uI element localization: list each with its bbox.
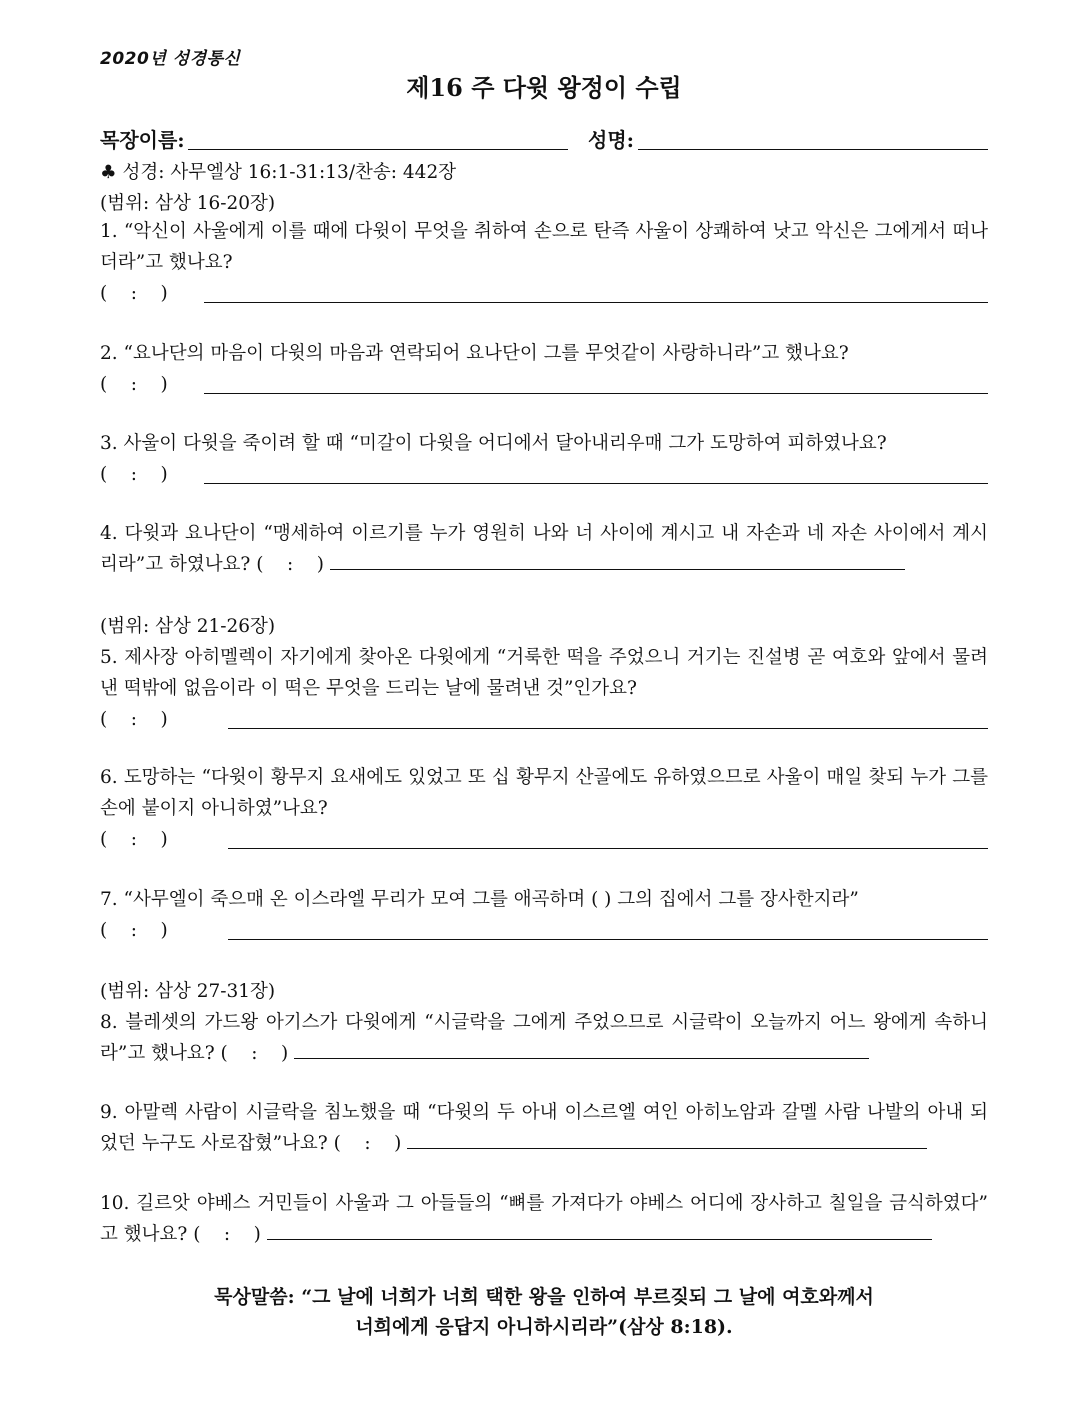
header-note: 2020년 성경통신 [100,49,241,69]
question-3 [100,428,988,490]
meditation-line-2: 너희에게 응답지 아니하시리라”(삼상 8:18). [355,1316,733,1338]
chapter-verse-blank[interactable]: ( : ) [100,829,168,850]
answer-line[interactable] [267,1221,932,1240]
answer-line[interactable] [228,848,988,849]
chapter-verse-blank[interactable]: ( : ) [256,554,324,575]
answer-line[interactable] [204,302,988,303]
question-1 [100,216,988,309]
page-title: 제16 주 다윗 왕정이 수립 [406,73,682,102]
question-text: 1. “악신이 사울에게 이를 때에 다윗이 무엇을 취하여 손으로 탄즉 사울이 상쾌하여 낫고 악신은 그에게서 떠나더라”고 했나요? [100,221,988,273]
question-4 [100,518,988,580]
name-line[interactable] [638,149,988,150]
chapter-verse-blank[interactable]: ( : ) [100,920,168,941]
question-6 [100,762,988,855]
scripture-block [100,157,988,219]
answer-line[interactable] [204,393,988,394]
meditation-verse [0,1282,1088,1342]
chapter-verse-blank[interactable]: ( : ) [333,1133,402,1154]
question-text: 10. 길르앗 야베스 거민들이 사울과 그 아들들의 “뼈를 가져다가 야베스 어디에 장사하고 칠일을 금식하였다” 고 했나요? [100,1193,988,1245]
question-text: 7. “사무엘이 죽으매 온 이스라엘 무리가 모여 그를 애곡하며 ( ) 그의 집에서 그를 장사한지라” [100,889,859,910]
chapter-verse-blank[interactable]: ( : ) [193,1224,261,1245]
question-8 [100,976,988,1069]
scripture-text: 성경: 사무엘상 16:1-31:13/찬송: 442장 [122,162,457,183]
chapter-verse-blank[interactable]: ( : ) [100,709,168,730]
question-text: 8. 블레셋의 가드왕 아기스가 다윗에게 “시글락을 그에게 주었으므로 시글락이 오늘까지 어느 왕에게 속하니라”고 했나요? [100,1012,988,1064]
question-9 [100,1097,988,1159]
question-text: 3. 사울이 다윗을 죽이려 할 때 “미갈이 다윗을 어디에서 달아내리우매 그가 도망하여 피하였나요? [100,433,887,454]
answer-line[interactable] [204,483,988,484]
name-row [100,124,988,154]
chapter-verse-blank[interactable]: ( : ) [220,1043,289,1064]
chapter-verse-blank[interactable]: ( : ) [100,374,168,395]
question-text: 6. 도망하는 “다윗이 황무지 요새에도 있었고 또 십 황무지 산골에도 유하였으므로 사울이 매일 찾되 누가 그를 손에 붙이지 아니하였”나요? [100,767,988,819]
answer-line[interactable] [228,939,988,940]
section-range: (범위: 삼상 21-26장) [100,616,276,637]
chapter-verse-blank[interactable]: ( : ) [100,464,168,485]
question-2 [100,338,988,400]
club-icon: ♣ [100,162,117,183]
answer-line[interactable] [294,1040,869,1059]
question-text: 9. 아말렉 사람이 시글락을 침노했을 때 “다윗의 두 아내 이스르엘 여인 아히노암과 갈멜 사람 나발의 아내 되었던 누구도 사로잡혔”나요? [100,1102,988,1154]
group-name-line[interactable] [188,149,568,150]
question-7 [100,884,988,946]
question-text: 5. 제사장 아히멜렉이 자기에게 찾아온 다윗에게 “거룩한 떡을 주었으니 거기는 진설병 곧 여호와 앞에서 물려낸 떡밖에 없음이라 이 떡은 무엇을 드리는 날에 물려낸 것”인가요? [100,647,988,699]
question-text: 4. 다윗과 요나단이 “맹세하여 이르기를 누가 영원히 나와 너 사이에 계시고 내 자손과 네 자손 사이에서 계시리라”고 하였나요? [100,523,988,575]
name-label: 성명: [588,128,635,152]
meditation-line-1: 묵상말씀: “그 날에 너희가 너희 택한 왕을 인하여 부르짖되 그 날에 여호와께서 [214,1286,874,1308]
question-5 [100,611,988,735]
answer-line[interactable] [407,1130,927,1149]
group-name-label: 목장이름: [100,128,185,152]
question-10 [100,1188,988,1250]
question-text: 2. “요나단의 마음이 다윗의 마음과 연락되어 요나단이 그를 무엇같이 사랑하니라”고 했나요? [100,343,849,364]
answer-line[interactable] [330,551,905,570]
chapter-verse-blank[interactable]: ( : ) [100,283,168,304]
section-range: (범위: 삼상 27-31장) [100,981,276,1002]
answer-line[interactable] [228,728,988,729]
section-range: (범위: 삼상 16-20장) [100,193,276,214]
